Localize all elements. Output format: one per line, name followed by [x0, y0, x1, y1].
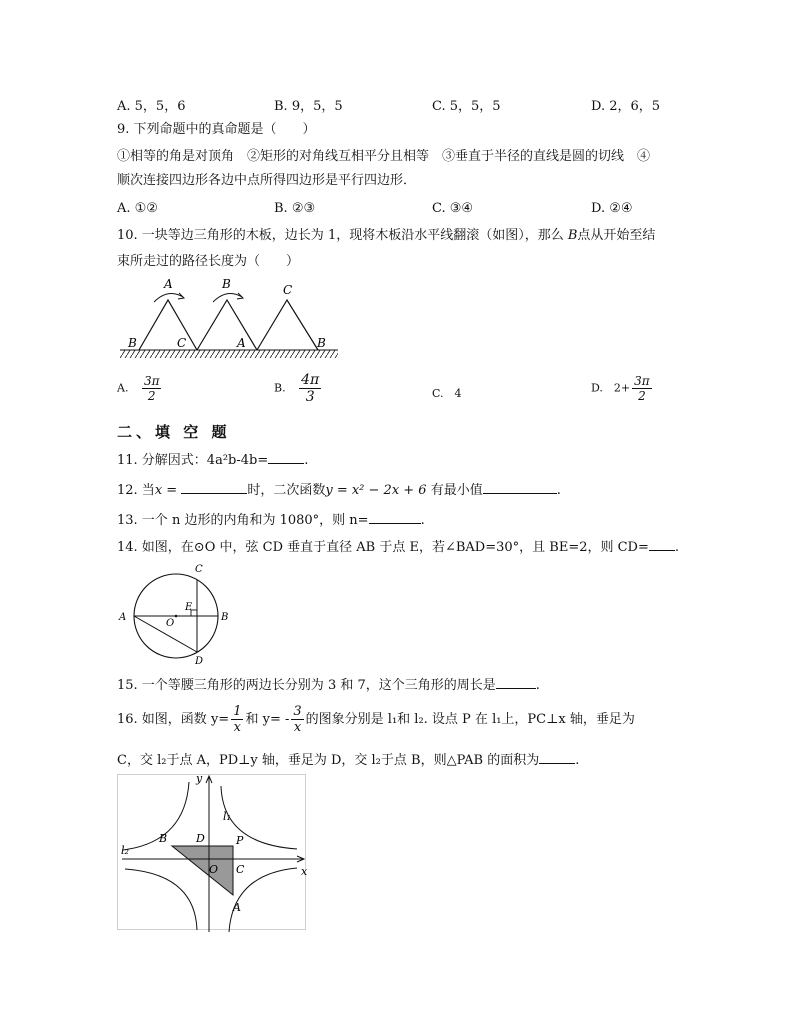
q8-option-b: B. 9，5，5 [274, 99, 343, 114]
label-y: y [196, 772, 203, 785]
q9-option-c: C. ③④ [432, 201, 474, 216]
q12 [117, 481, 561, 500]
q10-option-b-numerator: 4π [301, 372, 320, 388]
label-a: A [233, 901, 241, 914]
q10-option-b [274, 372, 323, 405]
label-o: O [209, 863, 219, 876]
q10-option-b-denominator: 3 [305, 389, 315, 405]
q12-prefix: 12. 当 [117, 483, 155, 498]
q10-option-a-prefix: A. [117, 381, 129, 395]
triangle-1 [139, 300, 197, 350]
q10-option-a-numerator: 3π [143, 374, 160, 388]
q10-option-d-numerator: 3π [634, 374, 650, 388]
q10-option-b-prefix: B. [274, 381, 286, 395]
q11-answer-blank[interactable] [268, 451, 304, 464]
label-b-left: B [128, 336, 137, 350]
label-c-bottom: C [177, 336, 187, 350]
q16-frac2-denominator: x [293, 720, 302, 735]
q8-option-a: A. 5，5，6 [117, 99, 186, 114]
q13-text: 13. 一个 n 边形的内角和为 1080°，则 n= [117, 513, 369, 528]
q12-var-x: x [154, 483, 163, 498]
q14 [117, 538, 679, 557]
label-a: A [119, 612, 127, 623]
q10-option-a-denominator: 2 [147, 389, 156, 403]
l1-branch-q3 [125, 869, 197, 930]
q10-option-d [591, 374, 654, 403]
label-p: P [236, 834, 244, 847]
q12-suffix: 有最小值 [426, 483, 483, 498]
q15-end: . [535, 678, 540, 693]
q10-option-d-denominator: 2 [638, 389, 646, 403]
q12-function: y = x² − 2x + 6 [325, 483, 427, 498]
q10-option-c: C. 4 [432, 387, 462, 400]
q12-end: . [556, 483, 561, 498]
q15-answer-blank[interactable] [496, 676, 536, 689]
label-c-top: C [283, 283, 293, 297]
q11 [117, 451, 308, 470]
label-c: C [236, 863, 245, 876]
triangle-2 [197, 300, 257, 350]
l2-branch-q4 [229, 868, 297, 932]
q16-part2: 和 y= - [245, 712, 290, 727]
l1-branch-q1 [221, 786, 297, 849]
q10-option-a [117, 374, 163, 403]
q13-end: . [420, 513, 425, 528]
q16-line2 [117, 751, 579, 770]
q10-var-b: B [567, 228, 578, 243]
q16-part1: 16. 如图，函数 y= [117, 712, 230, 727]
q14-text: 14. 如图，在⊙O 中，弦 CD 垂直于直径 AB 于点 E，若∠BAD=30°，且 BE=2，则 CD= [117, 540, 649, 555]
q16-frac1-denominator: x [233, 720, 241, 735]
q14-circle-figure [117, 560, 237, 668]
label-a-bottom: A [237, 336, 246, 350]
label-d: D [195, 656, 204, 667]
q16-end: . [575, 753, 580, 768]
triangle-pab [172, 846, 233, 895]
label-a-top: A [164, 277, 173, 291]
q14-end: . [674, 540, 680, 555]
label-o: O [166, 618, 175, 629]
q16-hyperbola-figure [117, 774, 313, 934]
q10-stem-part-b: 点从开始至结 [577, 228, 656, 243]
q9-stem: 9. 下列命题中的真命题是（ ） [117, 122, 316, 137]
q15 [117, 676, 540, 695]
q12-eq: = [162, 483, 182, 498]
label-x: x [301, 865, 308, 878]
label-l2: l₂ [121, 844, 129, 857]
label-b: B [221, 612, 229, 623]
q12-x-blank[interactable] [181, 481, 247, 494]
label-b-top: B [222, 277, 231, 291]
l2-branch-q2 [123, 782, 189, 850]
q10-stem-line2: 束所走过的路径长度为（ ） [117, 254, 300, 269]
q12-mid: 时，二次函数 [247, 483, 326, 498]
q8-option-c: C. 5，5，5 [432, 99, 501, 114]
q16-part3: 的图象分别是 l₁和 l₂. 设点 P 在 l₁上，PC⊥x 轴，垂足为 [305, 712, 635, 727]
triangle-3 [257, 300, 318, 350]
center-dot [175, 615, 178, 618]
label-c: C [195, 564, 203, 575]
q15-text: 15. 一个等腰三角形的两边长分别为 3 和 7，这个三角形的周长是 [117, 678, 496, 693]
q16-frac1-numerator: 1 [233, 704, 242, 719]
q10-rolling-triangle-figure [117, 275, 342, 365]
label-b: B [159, 832, 168, 845]
label-l1: l₁ [223, 810, 231, 823]
q9-statements-line2: 顺次连接四边形各边中点所得四边形是平行四边形． [117, 173, 417, 188]
q16-line1 [117, 704, 635, 735]
q13 [117, 511, 425, 530]
q16-answer-blank[interactable] [539, 751, 575, 764]
q10-stem-line1 [117, 227, 655, 245]
q16-frac2-numerator: 3 [293, 704, 302, 719]
q16-line2-text: C，交 l₂于点 A，PD⊥y 轴，垂足为 D，交 l₂于点 B，则△PAB 的面积为 [117, 753, 540, 768]
label-d: D [196, 832, 205, 845]
q13-answer-blank[interactable] [369, 511, 421, 524]
label-e: E [185, 602, 193, 613]
q12-min-blank[interactable] [483, 481, 557, 494]
q9-statements-line1: ①相等的角是对顶角 ②矩形的对角线互相平分且相等 ③垂直于半径的直线是圆的切线 ④ [117, 149, 651, 164]
ground-hatch [120, 350, 338, 358]
q9-option-d: D. ②④ [591, 201, 633, 216]
q10-stem-part-a: 10. 一块等边三角形的木板，边长为 1，现将木板沿水平线翻滚（如图），那么 [117, 228, 568, 243]
q8-option-d: D. 2，6，5 [591, 99, 661, 114]
q11-end: . [304, 453, 309, 468]
q10-option-d-prefix: D. 2+ [591, 381, 631, 395]
q11-text: 11. 分解因式：4a²b-4b= [117, 453, 269, 468]
q9-option-b: B. ②③ [274, 201, 316, 216]
q14-answer-blank[interactable] [649, 538, 675, 551]
label-b-right: B [317, 336, 326, 350]
section-title-fill-in: 二、填 空 题 [117, 423, 231, 441]
q9-option-a: A. ①② [117, 201, 158, 216]
